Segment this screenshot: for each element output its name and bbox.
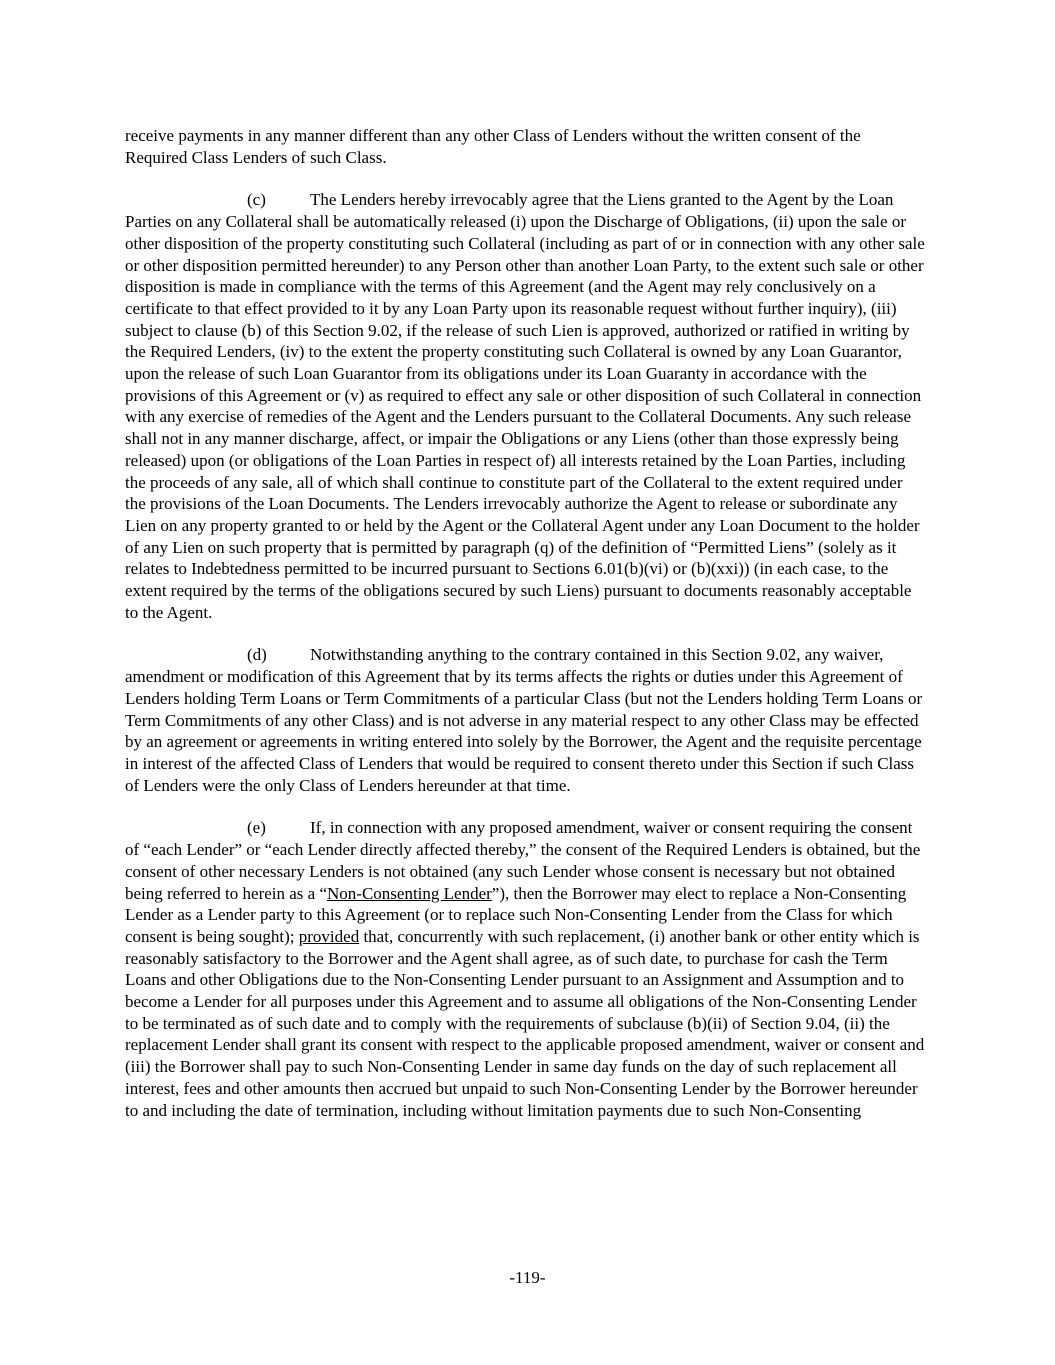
paragraph-b-continuation — [125, 125, 925, 168]
paragraph-c-label: (c) — [247, 190, 266, 210]
paragraph-e-text-2: ”), then the Borrower may elect to replace a Non-Consenting Lender as a Lender party to this Agreement (or to replace such Non-Consenting Lender from the Class for which consent is being sought); — [125, 883, 907, 946]
paragraph-c — [125, 189, 925, 623]
document-body — [125, 125, 925, 1142]
paragraph-b-text: receive payments in any manner different than any other Class of Lenders without the written consent of the Required Class Lenders of such Class. — [125, 126, 861, 167]
page-number: -119- — [509, 1268, 546, 1287]
paragraph-e-text-3: that, concurrently with such replacement, (i) another bank or other entity which is reasonably satisfactory to the Borrower and the Agent shall agree, as of such date, to purchase for cash the Term Loans and other Obligations due to the Non-Consenting Lender pursuant to an Assignment and Assumption and to become a Lender for all purposes under this Agreement and to assume all obligations of the Non-Consenting Lender to be terminated as of such date and to comply with the requirements of subclause (b)(ii) of Section 9.04, (ii) the replacement Lender shall grant its consent with respect to the applicable proposed amendment, waiver or consent and (iii) the Borrower shall pay to such Non-Consenting Lender in same day funds on the day of such replacement all interest, fees and other amounts then accrued but unpaid to such Non-Consenting Lender by the Borrower hereunder to and including the date of termination, including without limitation payments due to such Non-Consenting — [125, 926, 925, 1120]
paragraph-c-text: The Lenders hereby irrevocably agree that the Liens granted to the Agent by the Loan Parties on any Collateral shall be automatically released (i) upon the Discharge of Obligations, (ii) upon the sale or other disposition of the property constituting such Collateral (including as part of or in connection with any other sale or other disposition permitted hereunder) to any Person other than another Loan Party, to the extent such sale or other disposition is made in compliance with the terms of this Agreement (and the Agent may rely conclusively on a certificate to that effect provided to it by any Loan Party upon its reasonable request without further inquiry), (iii) subject to clause (b) of this Section 9.02, if the release of such Lien is approved, authorized or ratified in writing by the Required Lenders, (iv) to the extent the property constituting such Collateral is owned by any Loan Guarantor, upon the release of such Loan Guarantor from its obligations under its Loan Guaranty in accordance with the provisions of this Agreement or (v) as required to effect any sale or other disposition of such Collateral in connection with any exercise of remedies of the Agent and the Lenders pursuant to the Collateral Documents. Any such release shall not in any manner discharge, affect, or impair the Obligations or any Liens (other than those expressly being released) upon (or obligations of the Loan Parties in respect of) all interests retained by the Loan Parties, including the proceeds of any sale, all of which shall continue to constitute part of the Collateral to the extent required under the provisions of the Loan Documents. The Lenders irrevocably authorize the Agent to release or subordinate any Lien on any property granted to or held by the Agent or the Collateral Agent under any Loan Document to the holder of any Lien on such property that is permitted by paragraph (q) of the definition of “Permitted Liens” (solely as it relates to Indebtedness permitted to be incurred pursuant to Sections 6.01(b)(vi) or (b)(xxi)) (in each case, to the extent required by the terms of the obligations secured by such Liens) pursuant to documents reasonably acceptable to the Agent. — [125, 190, 925, 622]
defined-term-non-consenting-lender: Non-Consenting Lender — [327, 883, 492, 903]
paragraph-d-text: Notwithstanding anything to the contrary contained in this Section 9.02, any waiver, amendment or modification of this Agreement that by its terms affects the rights or duties under this Agreement of Lenders holding Term Loans or Term Commitments of a particular Class (but not the Lenders holding Term Loans or Term Commitments of any other Class) and is not adverse in any material respect to any other Class may be effected by an agreement or agreements in writing entered into solely by the Borrower, the Agent and the requisite percentage in interest of the affected Class of Lenders that would be required to consent thereto under this Section if such Class of Lenders were the only Class of Lenders hereunder at that time. — [125, 645, 923, 795]
paragraph-e-label: (e) — [247, 818, 266, 838]
paragraph-d — [125, 644, 925, 796]
proviso-term: provided — [298, 926, 360, 946]
paragraph-e-text-1: If, in connection with any proposed amendment, waiver or consent requiring the consent of “each Lender” or “each Lender directly affected thereby,” the consent of the Required Lenders is obtained, but the consent of other necessary Lenders is not obtained (any such Lender whose consent is necessary but not obtained being referred to herein as a “ — [125, 818, 921, 903]
paragraph-e — [125, 817, 925, 1121]
paragraph-d-label: (d) — [247, 645, 267, 665]
